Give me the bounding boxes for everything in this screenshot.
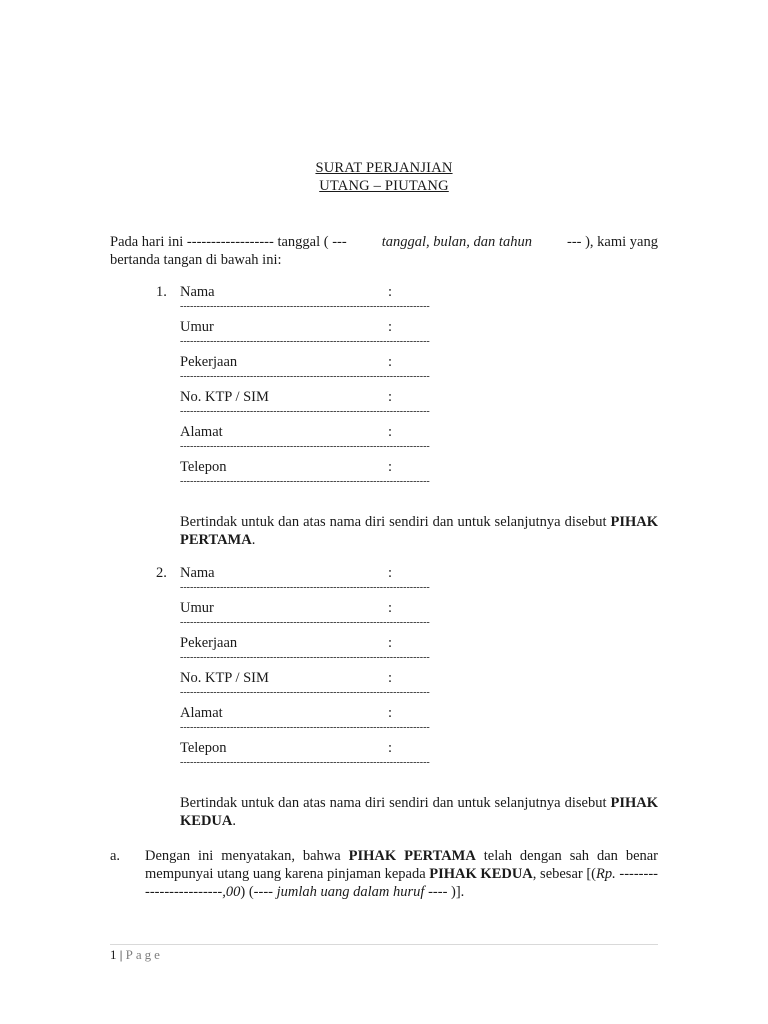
field-label: Pekerjaan [180,354,238,370]
field-label: No. KTP / SIM [180,389,269,405]
field-label: Pekerjaan [180,635,238,651]
field-blank-line: --------------------------------------------------------------------------- [180,301,430,312]
field-colon: : [388,354,393,370]
party-number: 1. [156,284,167,300]
intro-text-3: bertanda tangan di bawah ini: [110,252,282,268]
field-colon: : [388,459,393,475]
field-label: Umur [180,600,214,616]
field-label: Nama [180,565,215,581]
field-blank-line: --------------------------------------------------------------------------- [180,476,430,487]
party-number: 2. [156,565,167,581]
field-blank-line: --------------------------------------------------------------------------- [180,371,430,382]
field-colon: : [388,670,393,686]
field-blank-line: --------------------------------------------------------------------------- [180,441,430,452]
field-colon: : [388,319,393,335]
field-colon: : [388,600,393,616]
clause-text: Dengan ini menyatakan, bahwa [145,848,349,864]
intro-paragraph [110,233,658,269]
statement-text: Bertindak untuk dan atas nama diri sendiri dan untuk selanjutnya disebut [180,795,611,811]
field-colon: : [388,705,393,721]
field-colon: : [388,565,393,581]
page-footer [110,947,163,963]
party-designation: PIHAK PERTAMA [348,848,476,864]
field-label: No. KTP / SIM [180,670,269,686]
clause-text: ) (---- [240,884,277,900]
page-word: Page [125,947,163,962]
field-alamat [180,424,442,459]
field-pekerjaan [180,635,442,670]
field-umur [180,319,442,354]
page-number: 1 [110,947,117,962]
statement-end: . [232,813,236,829]
document-title-line1: SURAT PERJANJIAN [315,160,453,176]
field-telepon [180,459,442,494]
statement-end: . [251,532,256,548]
field-nama [180,284,442,319]
field-blank-line: --------------------------------------------------------------------------- [180,652,430,663]
field-label: Telepon [180,740,227,756]
field-alamat [180,705,442,740]
field-telepon [180,740,442,775]
field-blank-line: --------------------------------------------------------------------------- [180,336,430,347]
party-designation: PIHAK PERTAMA [180,514,658,548]
field-pekerjaan [180,354,442,389]
party-statement [180,513,658,549]
intro-date-placeholder: tanggal, bulan, dan tahun [381,234,532,250]
field-blank-line: --------------------------------------------------------------------------- [180,582,430,593]
field-blank-line: --------------------------------------------------------------------------- [180,757,430,768]
field-blank-line: --------------------------------------------------------------------------- [180,687,430,698]
field-ktp-sim [180,389,442,424]
field-colon: : [388,389,393,405]
field-umur [180,600,442,635]
intro-text-1: Pada hari ini ------------------ tanggal ( --- [110,234,347,250]
field-blank-line: --------------------------------------------------------------------------- [180,406,430,417]
field-blank-line: --------------------------------------------------------------------------- [180,617,430,628]
field-label: Nama [180,284,215,300]
field-label: Alamat [180,424,223,440]
field-nama [180,565,442,600]
field-colon: : [388,424,393,440]
clause-text: ---- )]. [424,884,465,900]
field-label: Umur [180,319,214,335]
clause-body [145,847,658,901]
field-label: Telepon [180,459,227,475]
amount-placeholder: Rp. ------------------------,00 [145,866,659,900]
footer-separator: | [116,947,126,962]
party-statement [180,794,658,830]
field-blank-line: --------------------------------------------------------------------------- [180,722,430,733]
field-ktp-sim [180,670,442,705]
clause-text: telah dengan sah dan benar mempunyai utang uang karena pinjaman kepada [145,848,659,882]
field-label: Alamat [180,705,223,721]
party-designation: PIHAK KEDUA [180,795,658,829]
party-designation: PIHAK KEDUA [429,866,533,882]
field-colon: : [388,740,393,756]
document-title-line2: UTANG – PIUTANG [319,178,449,194]
field-colon: : [388,635,393,651]
footer-divider [110,944,658,945]
clause-marker: a. [110,848,121,864]
amount-words-placeholder: jumlah uang dalam huruf [276,884,425,900]
clause-text: , sebesar [( [532,866,597,882]
field-colon: : [388,284,393,300]
statement-text: Bertindak untuk dan atas nama diri sendiri dan untuk selanjutnya disebut [180,514,611,530]
intro-text-2: --- ), kami yang [566,234,658,250]
